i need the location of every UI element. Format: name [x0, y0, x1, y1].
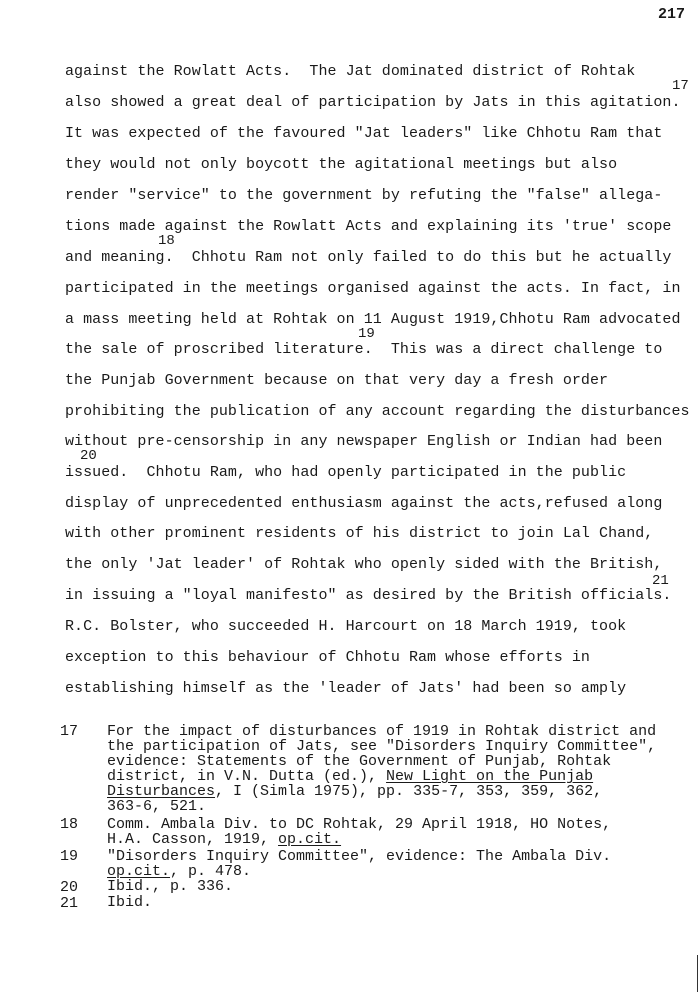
footnote-number: 21 [60, 895, 79, 912]
footnote-text: , I (Simla 1975), pp. 335-7, 353, 359, 362, [215, 783, 603, 800]
body-line: they would not only boycott the agitational meetings but also [65, 156, 618, 173]
page-edge-line [697, 955, 698, 992]
footnote-line: 363-6, 521. [107, 798, 207, 815]
body-line: exception to this behaviour of Chhotu Ram whose efforts in [65, 649, 590, 666]
op-cit: op.cit. [278, 831, 342, 848]
body-line: participated in the meetings organised against the acts. In fact, in [65, 280, 681, 297]
footnote-text: H.A. Casson, 1919, [107, 831, 279, 848]
footnote-number: 17 [60, 723, 79, 740]
footnote-ref-19: 19 [358, 326, 375, 342]
footnote-ref-21: 21 [652, 573, 669, 589]
body-line: tions made against the Rowlatt Acts and explaining its 'true' scope [65, 218, 672, 235]
footnote-line: evidence: Statements of the Government of Punjab, Rohtak [107, 753, 612, 770]
body-line: the only 'Jat leader' of Rohtak who openly sided with the British, [65, 556, 663, 573]
book-title: New Light on the Punjab [386, 768, 594, 785]
footnote-ref-17: 17 [672, 78, 689, 94]
footnote-line: Ibid. [107, 894, 153, 911]
body-line: prohibiting the publication of any account regarding the disturbances [65, 403, 690, 420]
book-title: Disturbances [107, 783, 216, 800]
footnote-number: 18 [60, 816, 79, 833]
footnote-line [107, 784, 602, 799]
op-cit: op.cit. [107, 863, 171, 880]
footnote-ref-20: 20 [80, 448, 97, 464]
footnote-line: the participation of Jats, see "Disorders Inquiry Committee", [107, 738, 657, 755]
footnote-line [107, 769, 593, 784]
body-line: without pre-censorship in any newspaper English or Indian had been [65, 433, 663, 450]
footnote-ref-18: 18 [158, 233, 175, 249]
footnote-text: , p. 478. [170, 863, 252, 880]
footnote-line [107, 832, 341, 847]
body-line: issued. Chhotu Ram, who had openly participated in the public [65, 464, 627, 481]
footnote-line: Comm. Ambala Div. to DC Rohtak, 29 April 1918, HO Notes, [107, 816, 612, 833]
body-line: It was expected of the favoured "Jat leaders" like Chhotu Ram that [65, 125, 663, 142]
body-line: a mass meeting held at Rohtak on 11 August 1919,Chhotu Ram advocated [65, 311, 681, 328]
footnote-line: For the impact of disturbances of 1919 in Rohtak district and [107, 723, 657, 740]
body-line: R.C. Bolster, who succeeded H. Harcourt on 18 March 1919, took [65, 618, 627, 635]
footnote-text: district, in V.N. Dutta (ed.), [107, 768, 387, 785]
body-line: the sale of proscribed literature. This was a direct challenge to [65, 341, 663, 358]
body-line: render "service" to the government by refuting the "false" allega- [65, 187, 663, 204]
body-line: and meaning. Chhotu Ram not only failed to do this but he actually [65, 249, 672, 266]
body-line: also showed a great deal of participation by Jats in this agitation. [65, 94, 681, 111]
footnote-number: 19 [60, 848, 79, 865]
footnote-number: 20 [60, 879, 79, 896]
footnote-line [107, 864, 251, 879]
body-line: establishing himself as the 'leader of Jats' had been so amply [65, 680, 627, 697]
page-number: 217 [658, 6, 686, 23]
footnote-line: "Disorders Inquiry Committee", evidence: The Ambala Div. [107, 848, 612, 865]
body-line: with other prominent residents of his district to join Lal Chand, [65, 525, 654, 542]
body-line: against the Rowlatt Acts. The Jat dominated district of Rohtak [65, 63, 636, 80]
body-line: in issuing a "loyal manifesto" as desired by the British officials. [65, 587, 672, 604]
footnote-line: Ibid., p. 336. [107, 878, 234, 895]
body-line: the Punjab Government because on that very day a fresh order [65, 372, 609, 389]
body-line: display of unprecedented enthusiasm against the acts,refused along [65, 495, 663, 512]
